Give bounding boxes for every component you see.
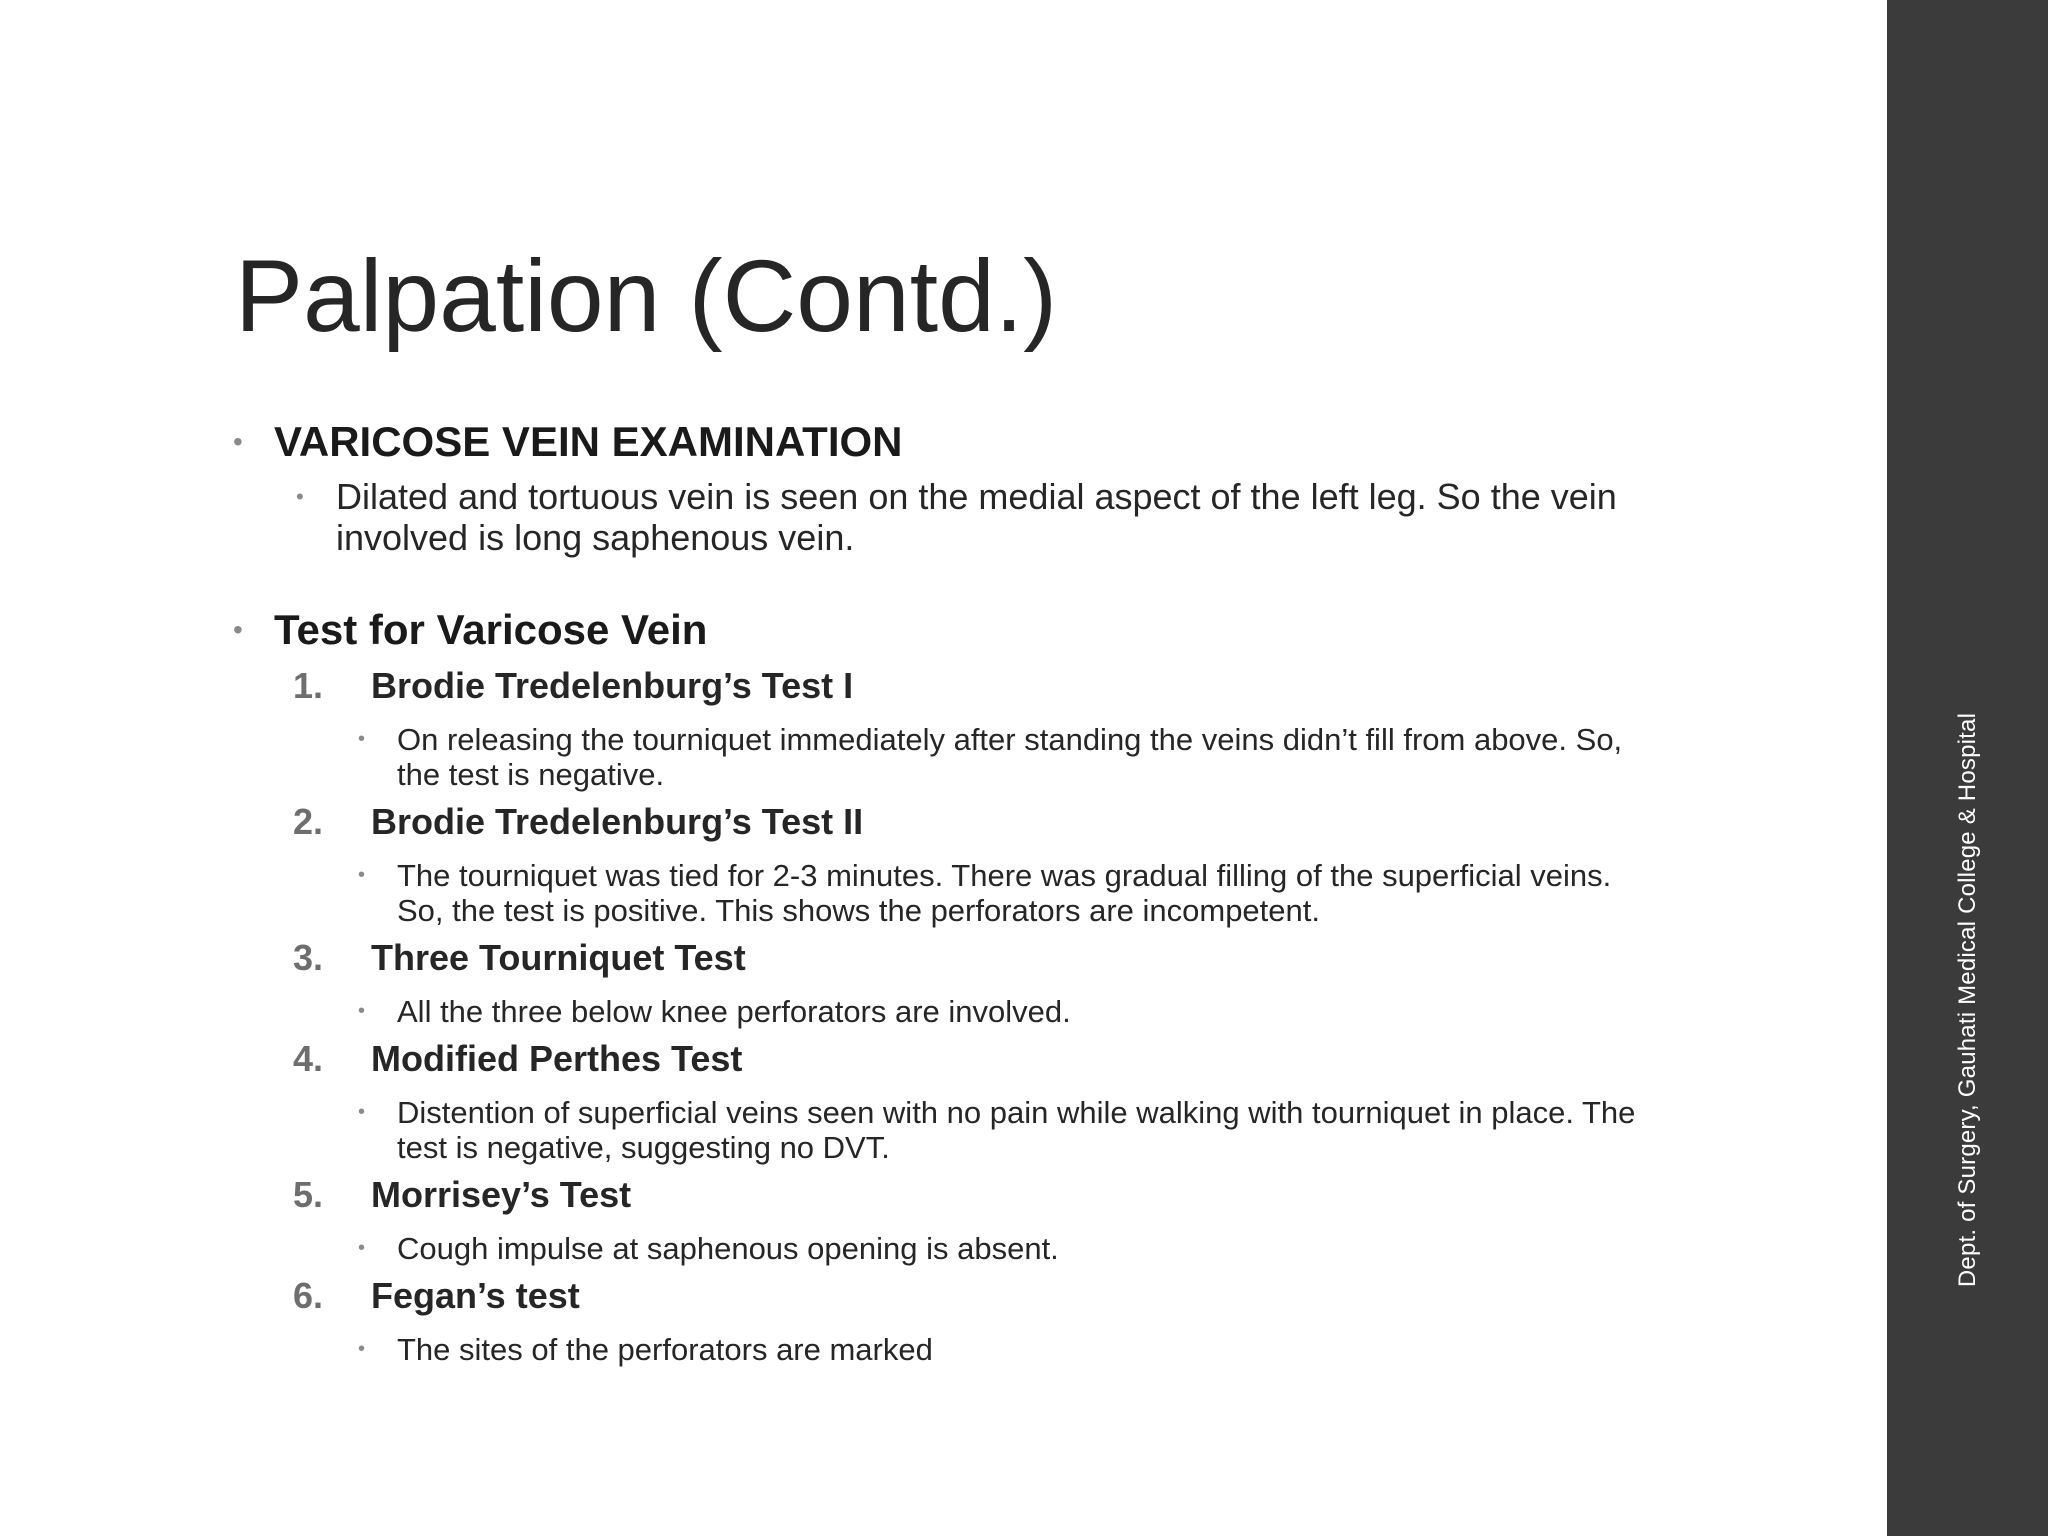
bullet-icon: • <box>358 1101 366 1123</box>
list-number: 5. <box>293 1174 324 1215</box>
test-item <box>230 798 1650 846</box>
test-item <box>230 1035 1650 1083</box>
bullet-icon: • <box>358 864 366 886</box>
test-name: Brodie Tredelenburg’s Test II <box>371 801 864 842</box>
bullet-item: • Dilated and tortuous vein is seen on the medial aspect of the left leg. So the vein involved is long saphenous vein. <box>296 476 1617 558</box>
bullet-icon: • <box>358 1237 366 1259</box>
bullet-icon: • <box>296 484 304 509</box>
slide-content <box>230 416 1650 1371</box>
test-name: Brodie Tredelenburg’s Test I <box>371 665 854 706</box>
test-name: Morrisey’s Test <box>371 1174 632 1215</box>
bullet-icon: • <box>358 728 366 750</box>
section-heading-tests: • Test for Varicose Vein <box>230 604 1650 656</box>
side-label: Dept. of Surgery, Gauhati Medical College & Hospital <box>1954 712 1981 1288</box>
test-detail: • Cough impulse at saphenous opening is absent. <box>358 1231 1059 1266</box>
section-heading-varicose-exam: • VARICOSE VEIN EXAMINATION <box>230 416 1650 468</box>
bullet-icon: • <box>233 426 243 457</box>
test-detail: • The sites of the perforators are marked <box>358 1332 933 1367</box>
test-name: Three Tourniquet Test <box>371 937 746 978</box>
slide-title: Palpation (Contd.) <box>235 239 1058 353</box>
bullet-icon: • <box>233 614 243 645</box>
list-number: 4. <box>293 1038 324 1079</box>
test-name: Fegan’s test <box>371 1275 580 1316</box>
test-item <box>230 1272 1650 1320</box>
test-item <box>230 1171 1650 1219</box>
list-number: 1. <box>293 665 324 706</box>
list-number: 2. <box>293 801 324 842</box>
test-item <box>230 662 1650 710</box>
list-number: 6. <box>293 1275 324 1316</box>
test-detail: • Distention of superficial veins seen with no pain while walking with tourniquet in place. The test is negative, suggesting no DVT. <box>358 1095 1636 1165</box>
bullet-icon: • <box>358 1338 366 1360</box>
test-detail: • On releasing the tourniquet immediately after standing the veins didn’t fill from above. So, the test is negative. <box>358 722 1623 792</box>
test-detail: • The tourniquet was tied for 2-3 minutes. There was gradual filling of the superficial veins. So, the test is positive. This shows the perforators are incompetent. <box>358 858 1612 928</box>
test-detail: • All the three below knee perforators are involved. <box>358 994 1071 1029</box>
bullet-icon: • <box>358 1000 366 1022</box>
test-name: Modified Perthes Test <box>371 1038 743 1079</box>
test-item <box>230 934 1650 982</box>
list-number: 3. <box>293 937 324 978</box>
